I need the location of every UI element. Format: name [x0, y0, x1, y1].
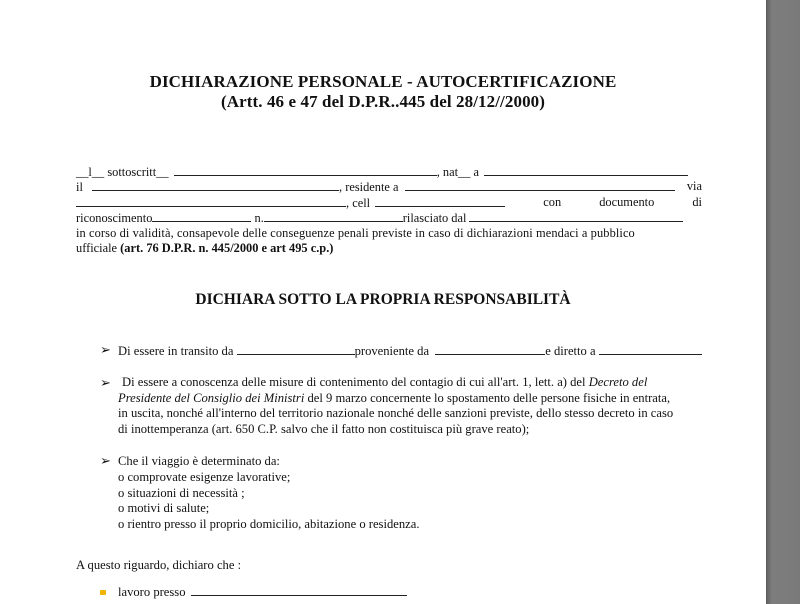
field-issuer[interactable]	[469, 210, 683, 222]
label-documento: documento	[599, 195, 655, 209]
awareness-line-4: di inottemperanza (art. 650 C.P. salvo che il fatto non costituisca più grave reato);	[118, 421, 530, 436]
decree-title-2: Presidente del Consiglio dei Ministri	[118, 390, 305, 405]
label-numero: n.	[254, 211, 264, 225]
reasons-heading: Che il viaggio è determinato da:	[118, 454, 280, 468]
decree-title-1: Decreto del	[588, 375, 648, 389]
field-transit-from[interactable]	[237, 343, 355, 355]
label-riconoscimento: riconoscimento	[76, 211, 153, 225]
viewer-background	[766, 0, 800, 604]
form-line-reference	[76, 241, 702, 256]
bullet-icon	[100, 590, 106, 595]
label-con: con	[543, 195, 562, 209]
label-rilasciato: rilasciato dal	[402, 211, 467, 225]
reason-health[interactable]: o motivi di salute;	[118, 501, 210, 516]
arrow-bullet-icon: ➢	[100, 453, 111, 468]
reason-work[interactable]: o comprovate esigenze lavorative;	[118, 469, 291, 484]
field-document-number[interactable]	[264, 210, 403, 222]
field-name[interactable]	[174, 164, 437, 176]
form-line-document	[76, 210, 702, 226]
field-residence[interactable]	[405, 179, 675, 191]
label-transito: Di essere in transito da	[118, 344, 234, 358]
legal-reference: (art. 76 D.P.R. n. 445/2000 e art 495 c.p.)	[120, 241, 334, 255]
label-ufficiale: ufficiale	[76, 241, 118, 255]
section-heading: DICHIARA SOTTO LA PROPRIA RESPONSABILITÀ	[195, 291, 571, 308]
form-line-phone	[76, 195, 702, 211]
reason-necessity[interactable]: o situazioni di necessità ;	[118, 485, 245, 500]
label-via: via	[686, 179, 702, 193]
awareness-line-3: in uscita, nonché all'interno del territorio nazionale nonché delle sanzioni previste, dello stesso decreto in caso	[118, 406, 674, 420]
field-coming-from[interactable]	[435, 343, 545, 355]
label-di: di	[692, 195, 702, 209]
field-workplace[interactable]	[191, 584, 407, 596]
label-il: il	[76, 180, 83, 194]
document-subtitle: (Artt. 46 e 47 del D.P.R..445 del 28/12//2000)	[220, 92, 546, 111]
document-title: DICHIARAZIONE PERSONALE - AUTOCERTIFICAZIONE	[149, 72, 617, 91]
form-line-validity: in corso di validità, consapevole delle conseguenze penali previste in caso di dichiarazioni mendaci a pubblico	[76, 226, 635, 240]
closing-intro: A questo riguardo, dichiaro che :	[76, 558, 242, 572]
reason-return-home[interactable]: o rientro presso il proprio domicilio, abitazione o residenza.	[118, 517, 420, 532]
label-cell: , cell	[346, 196, 371, 210]
label-lavoro: lavoro presso	[118, 585, 186, 599]
label-proveniente: proveniente da	[354, 344, 430, 358]
form-line-residence	[76, 179, 702, 195]
field-cell[interactable]	[375, 195, 505, 207]
field-document-type[interactable]	[152, 210, 251, 222]
awareness-line-2: del 9 marzo concernente lo spostamento delle persone fisiche in entrata,	[307, 390, 671, 405]
item-transit	[118, 343, 708, 360]
field-directed-to[interactable]	[599, 343, 702, 355]
label-residente: , residente a	[339, 180, 399, 194]
field-birthdate[interactable]	[92, 179, 339, 191]
awareness-line-1: Di essere a conoscenza delle misure di contenimento del contagio di cui all'art. 1, lett. a) del	[122, 375, 586, 389]
item-reasons	[118, 454, 708, 533]
arrow-bullet-icon: ➢	[100, 375, 111, 390]
form-line-name	[76, 164, 702, 180]
label-sottoscritto: __l__ sottoscritt__	[76, 165, 169, 179]
label-diretto: e diretto a	[545, 344, 596, 358]
label-nato-a: , nat__ a	[436, 165, 480, 179]
arrow-bullet-icon: ➢	[100, 342, 111, 357]
item-awareness	[118, 375, 708, 437]
field-birthplace[interactable]	[484, 164, 688, 176]
work-line	[118, 584, 708, 601]
field-street[interactable]	[76, 195, 346, 207]
